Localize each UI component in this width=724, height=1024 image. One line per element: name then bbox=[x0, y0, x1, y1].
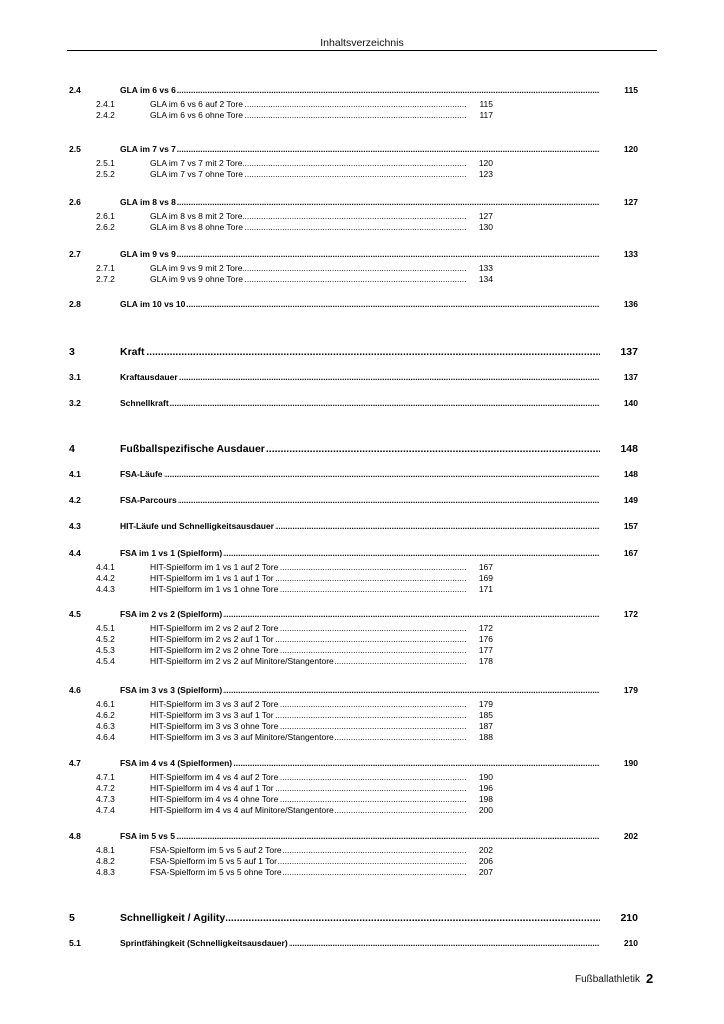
toc-entry-page: 207 bbox=[466, 867, 493, 877]
toc-entry-level-3[interactable] bbox=[0, 793, 724, 804]
toc-entry-title bbox=[150, 169, 476, 179]
toc-entry-title-text: Fußballspezifische Ausdauer bbox=[120, 443, 265, 455]
toc-entry-title-text: HIT-Spielform im 4 vs 4 auf Minitore/Stangentore bbox=[150, 805, 334, 815]
toc-entry-level-3[interactable] bbox=[0, 720, 724, 731]
toc-entry-title bbox=[150, 562, 476, 572]
toc-entry-level-2[interactable] bbox=[0, 298, 724, 309]
toc-entry-title bbox=[120, 758, 624, 768]
toc-entry-page: 149 bbox=[600, 495, 638, 505]
toc-entry-title-text: HIT-Spielform im 1 vs 1 auf 1 Tor bbox=[150, 573, 274, 583]
toc-entry-title bbox=[120, 495, 624, 505]
toc-entry-number: 4.2 bbox=[69, 495, 81, 505]
toc-entry-page: 140 bbox=[600, 398, 638, 408]
toc-entry-title bbox=[120, 144, 624, 154]
toc-entry-title-text: HIT-Spielform im 4 vs 4 ohne Tore bbox=[150, 794, 279, 804]
toc-entry-level-2[interactable] bbox=[0, 248, 724, 259]
toc-entry-page: 117 bbox=[466, 110, 493, 120]
toc-entry-number: 4.7.2 bbox=[96, 783, 115, 793]
toc-entry-title bbox=[150, 274, 476, 284]
toc-entry-level-3[interactable] bbox=[0, 572, 724, 583]
toc-entry-number: 4 bbox=[69, 443, 75, 455]
toc-entry-number: 2.5.2 bbox=[96, 169, 115, 179]
toc-entry-number: 4.7.4 bbox=[96, 805, 115, 815]
toc-entry-number: 2.5.1 bbox=[96, 158, 115, 168]
toc-entry-title-text: Sprintfähingkeit (Schnelligkeitsausdauer) bbox=[120, 938, 288, 948]
toc-entry-level-3[interactable] bbox=[0, 157, 724, 168]
toc-entry-title bbox=[120, 521, 624, 531]
toc-entry-title bbox=[120, 249, 624, 259]
toc-entry-level-2[interactable] bbox=[0, 84, 724, 95]
toc-entry-title-text: HIT-Spielform im 3 vs 3 auf 2 Tore bbox=[150, 699, 279, 709]
toc-entry-number: 4.4 bbox=[69, 548, 81, 558]
footer-book-title: Fußballathletik bbox=[574, 974, 640, 985]
toc-entry-level-3[interactable] bbox=[0, 168, 724, 179]
toc-entry-page: 127 bbox=[466, 211, 493, 221]
toc-entry-level-1[interactable] bbox=[0, 344, 724, 358]
toc-entry-number: 3.2 bbox=[69, 398, 81, 408]
toc-entry-title-text: HIT-Spielform im 2 vs 2 auf 1 Tor bbox=[150, 634, 274, 644]
toc-entry-title bbox=[120, 299, 624, 309]
toc-entry-page: 172 bbox=[466, 623, 493, 633]
toc-entry-title-text: FSA-Parcours bbox=[120, 495, 177, 505]
toc-entry-level-1[interactable] bbox=[0, 910, 724, 924]
toc-entry-title-text: GLA im 8 vs 8 mit 2 Tore bbox=[150, 211, 243, 221]
toc-entry-number: 4.5.3 bbox=[96, 645, 115, 655]
toc-entry-page: 133 bbox=[600, 249, 638, 259]
toc-entry-page: 176 bbox=[466, 634, 493, 644]
toc-entry-page: 198 bbox=[466, 794, 493, 804]
toc-entry-level-2[interactable] bbox=[0, 143, 724, 154]
toc-entry-page: 133 bbox=[466, 263, 493, 273]
toc-entry-level-3[interactable] bbox=[0, 561, 724, 572]
toc-entry-level-3[interactable] bbox=[0, 644, 724, 655]
toc-entry-title bbox=[120, 469, 624, 479]
toc-entry-level-2[interactable] bbox=[0, 520, 724, 531]
toc-entry-title-text: HIT-Spielform im 1 vs 1 auf 2 Tore bbox=[150, 562, 279, 572]
toc-entry-number: 4.8 bbox=[69, 831, 81, 841]
footer-page-number: 2 bbox=[646, 971, 654, 986]
toc-entry-title-text: Kraft bbox=[120, 346, 145, 358]
toc-entry-number: 4.4.1 bbox=[96, 562, 115, 572]
toc-entry-title bbox=[150, 845, 476, 855]
toc-entry-page: 179 bbox=[600, 685, 638, 695]
toc-entry-title bbox=[150, 721, 476, 731]
toc-entry-level-3[interactable] bbox=[0, 709, 724, 720]
toc-entry-title bbox=[120, 197, 624, 207]
toc-entry-page: 188 bbox=[466, 732, 493, 742]
toc-entry-number: 2.7 bbox=[69, 249, 81, 259]
toc-entry-title bbox=[150, 710, 476, 720]
toc-entry-number: 4.5.4 bbox=[96, 656, 115, 666]
toc-entry-title-text: HIT-Spielform im 2 vs 2 auf Minitore/Stangentore bbox=[150, 656, 334, 666]
toc-entry-number: 4.8.2 bbox=[96, 856, 115, 866]
toc-entry-page: 167 bbox=[600, 548, 638, 558]
toc-entry-number: 4.4.3 bbox=[96, 584, 115, 594]
toc-entry-number: 2.5 bbox=[69, 144, 81, 154]
toc-entry-number: 2.4 bbox=[69, 85, 81, 95]
toc-entry-page: 200 bbox=[466, 805, 493, 815]
toc-entry-page: 190 bbox=[600, 758, 638, 768]
toc-entry-number: 5.1 bbox=[69, 938, 81, 948]
toc-entry-page: 210 bbox=[600, 912, 638, 924]
toc-entry-number: 2.6.1 bbox=[96, 211, 115, 221]
toc-entry-title-text: GLA im 9 vs 9 bbox=[120, 249, 176, 259]
toc-entry-number: 2.4.1 bbox=[96, 99, 115, 109]
toc-entry-page: 187 bbox=[466, 721, 493, 731]
toc-entry-number: 3 bbox=[69, 346, 75, 358]
toc-entry-title bbox=[120, 609, 624, 619]
toc-entry-level-2[interactable] bbox=[0, 547, 724, 558]
toc-entry-number: 4.5.1 bbox=[96, 623, 115, 633]
toc-entry-number: 4.8.1 bbox=[96, 845, 115, 855]
toc-entry-page: 177 bbox=[466, 645, 493, 655]
toc-entry-page: 169 bbox=[466, 573, 493, 583]
toc-entry-page: 148 bbox=[600, 469, 638, 479]
toc-entry-title-text: FSA-Läufe bbox=[120, 469, 163, 479]
toc-entry-title bbox=[150, 222, 476, 232]
toc-entry-level-2[interactable] bbox=[0, 397, 724, 408]
toc-entry-number: 5 bbox=[69, 912, 75, 924]
toc-entry-number: 4.6.4 bbox=[96, 732, 115, 742]
toc-entry-title-text: GLA im 7 vs 7 ohne Tore bbox=[150, 169, 243, 179]
toc-entry-number: 4.5.2 bbox=[96, 634, 115, 644]
toc-entry-number: 4.6.2 bbox=[96, 710, 115, 720]
toc-entry-title bbox=[150, 867, 476, 877]
toc-entry-title-text: GLA im 10 vs 10 bbox=[120, 299, 186, 309]
toc-entry-level-3[interactable] bbox=[0, 109, 724, 120]
toc-entry-title bbox=[120, 443, 624, 455]
toc-entry-title bbox=[150, 263, 476, 273]
toc-entry-level-3[interactable] bbox=[0, 221, 724, 232]
toc-entry-level-3[interactable] bbox=[0, 583, 724, 594]
toc-entry-title bbox=[150, 699, 476, 709]
toc-entry-number: 4.7.3 bbox=[96, 794, 115, 804]
toc-entry-level-2[interactable] bbox=[0, 608, 724, 619]
toc-entry-page: 185 bbox=[466, 710, 493, 720]
toc-entry-number: 4.7.1 bbox=[96, 772, 115, 782]
toc-entry-page: 202 bbox=[466, 845, 493, 855]
toc-entry-title bbox=[150, 634, 476, 644]
toc-entry-page: 171 bbox=[466, 584, 493, 594]
toc-entry-title bbox=[150, 656, 476, 666]
toc-entry-page: 115 bbox=[466, 99, 493, 109]
toc-entry-page: 115 bbox=[600, 85, 638, 95]
toc-entry-level-3[interactable] bbox=[0, 210, 724, 221]
toc-entry-level-3[interactable] bbox=[0, 262, 724, 273]
toc-entry-title bbox=[120, 346, 624, 358]
toc-entry-number: 2.7.2 bbox=[96, 274, 115, 284]
toc-entry-title-text: GLA im 7 vs 7 mit 2 Tore bbox=[150, 158, 243, 168]
toc-entry-level-2[interactable] bbox=[0, 196, 724, 207]
toc-entry-title bbox=[120, 398, 624, 408]
toc-entry-number: 4.6.1 bbox=[96, 699, 115, 709]
toc-entry-title-text: HIT-Spielform im 4 vs 4 auf 2 Tore bbox=[150, 772, 279, 782]
toc-entry-page: 127 bbox=[600, 197, 638, 207]
toc-entry-title-text: GLA im 6 vs 6 ohne Tore bbox=[150, 110, 243, 120]
toc-entry-number: 4.1 bbox=[69, 469, 81, 479]
toc-entry-number: 2.7.1 bbox=[96, 263, 115, 273]
toc-entry-number: 2.6 bbox=[69, 197, 81, 207]
toc-entry-title bbox=[150, 158, 476, 168]
toc-entry-title-text: FSA im 3 vs 3 (Spielform) bbox=[120, 685, 223, 695]
toc-entry-level-3[interactable] bbox=[0, 655, 724, 666]
toc-entry-page: 136 bbox=[600, 299, 638, 309]
toc-entry-title-text: FSA im 4 vs 4 (Spielformen) bbox=[120, 758, 233, 768]
toc-entry-title bbox=[120, 938, 624, 948]
toc-entry-title bbox=[150, 211, 476, 221]
toc-entry-title-text: FSA im 2 vs 2 (Spielform) bbox=[120, 609, 223, 619]
toc-entry-title-text: FSA im 5 vs 5 bbox=[120, 831, 175, 841]
toc-entry-title bbox=[120, 912, 624, 924]
toc-entry-page: 167 bbox=[466, 562, 493, 572]
toc-entry-level-3[interactable] bbox=[0, 844, 724, 855]
toc-entry-level-3[interactable] bbox=[0, 633, 724, 644]
toc-entry-title bbox=[150, 645, 476, 655]
toc-entry-level-3[interactable] bbox=[0, 273, 724, 284]
toc-entry-title-text: HIT-Spielform im 3 vs 3 auf Minitore/Stangentore bbox=[150, 732, 334, 742]
toc-entry-number: 4.7 bbox=[69, 758, 81, 768]
toc-entry-page: 202 bbox=[600, 831, 638, 841]
toc-entry-page: 123 bbox=[466, 169, 493, 179]
toc-entry-level-2[interactable] bbox=[0, 830, 724, 841]
toc-entry-title-text: HIT-Spielform im 4 vs 4 auf 1 Tor bbox=[150, 783, 274, 793]
toc-entry-level-3[interactable] bbox=[0, 771, 724, 782]
toc-entry-title bbox=[120, 372, 624, 382]
toc-entry-title-text: GLA im 8 vs 8 bbox=[120, 197, 176, 207]
toc-entry-title bbox=[150, 573, 476, 583]
toc-entry-level-3[interactable] bbox=[0, 698, 724, 709]
toc-entry-level-3[interactable] bbox=[0, 782, 724, 793]
toc-entry-page: 120 bbox=[600, 144, 638, 154]
toc-entry-title-text: GLA im 9 vs 9 mit 2 Tore bbox=[150, 263, 243, 273]
toc-entry-number: 4.6 bbox=[69, 685, 81, 695]
toc-entry-page: 130 bbox=[466, 222, 493, 232]
toc-entry-title-text: HIT-Spielform im 2 vs 2 ohne Tore bbox=[150, 645, 279, 655]
toc-entry-number: 4.3 bbox=[69, 521, 81, 531]
toc-entry-level-2[interactable] bbox=[0, 494, 724, 505]
toc-entry-level-3[interactable] bbox=[0, 804, 724, 815]
toc-entry-title-text: HIT-Spielform im 2 vs 2 auf 2 Tore bbox=[150, 623, 279, 633]
toc-entry-title-text: GLA im 6 vs 6 bbox=[120, 85, 176, 95]
toc-entry-title-text: FSA-Spielform im 5 vs 5 auf 1 Tor bbox=[150, 856, 277, 866]
toc-entry-level-1[interactable] bbox=[0, 441, 724, 455]
toc-entry-level-3[interactable] bbox=[0, 855, 724, 866]
toc-entry-level-3[interactable] bbox=[0, 622, 724, 633]
toc-entry-page: 134 bbox=[466, 274, 493, 284]
toc-entry-number: 2.4.2 bbox=[96, 110, 115, 120]
toc-entry-page: 179 bbox=[466, 699, 493, 709]
toc-entry-title bbox=[150, 623, 476, 633]
toc-entry-page: 206 bbox=[466, 856, 493, 866]
toc-entry-level-2[interactable] bbox=[0, 468, 724, 479]
toc-entry-page: 157 bbox=[600, 521, 638, 531]
running-header: Inhaltsverzeichnis bbox=[320, 37, 404, 49]
toc-entry-title-text: GLA im 9 vs 9 ohne Tore bbox=[150, 274, 243, 284]
toc-entry-page: 137 bbox=[600, 346, 638, 358]
toc-entry-number: 2.8 bbox=[69, 299, 81, 309]
toc-entry-title-text: HIT-Spielform im 1 vs 1 ohne Tore bbox=[150, 584, 279, 594]
toc-entry-page: 190 bbox=[466, 772, 493, 782]
toc-entry-page: 196 bbox=[466, 783, 493, 793]
toc-entry-title bbox=[150, 110, 476, 120]
toc-entry-title-text: FSA im 1 vs 1 (Spielform) bbox=[120, 548, 223, 558]
toc-entry-number: 4.8.3 bbox=[96, 867, 115, 877]
toc-entry-level-2[interactable] bbox=[0, 937, 724, 948]
toc-entry-title-text: Schnellkraft bbox=[120, 398, 169, 408]
toc-entry-page: 120 bbox=[466, 158, 493, 168]
toc-entry-title bbox=[150, 99, 476, 109]
toc-entry-title bbox=[150, 783, 476, 793]
toc-entry-number: 2.6.2 bbox=[96, 222, 115, 232]
toc-entry-level-3[interactable] bbox=[0, 866, 724, 877]
toc-entry-number: 3.1 bbox=[69, 372, 81, 382]
toc-entry-title-text: GLA im 8 vs 8 ohne Tore bbox=[150, 222, 243, 232]
toc-entry-title bbox=[150, 772, 476, 782]
toc-entry-title-text: GLA im 7 vs 7 bbox=[120, 144, 176, 154]
toc-entry-number: 4.6.3 bbox=[96, 721, 115, 731]
toc-entry-title-text: FSA-Spielform im 5 vs 5 ohne Tore bbox=[150, 867, 282, 877]
toc-entry-page: 148 bbox=[600, 443, 638, 455]
toc-entry-title-text: HIT-Läufe und Schnelligkeitsausdauer bbox=[120, 521, 274, 531]
toc-entry-title-text: Kraftausdauer bbox=[120, 372, 178, 382]
toc-entry-level-2[interactable] bbox=[0, 371, 724, 382]
toc-entry-level-2[interactable] bbox=[0, 757, 724, 768]
toc-entry-number: 4.4.2 bbox=[96, 573, 115, 583]
toc-entry-title-text: Schnelligkeit / Agility bbox=[120, 912, 226, 924]
toc-entry-title-text: GLA im 6 vs 6 auf 2 Tore bbox=[150, 99, 243, 109]
toc-entry-title bbox=[150, 794, 476, 804]
toc-entry-title bbox=[120, 85, 624, 95]
toc-entry-page: 172 bbox=[600, 609, 638, 619]
toc-entry-title bbox=[120, 831, 624, 841]
toc-entry-page: 137 bbox=[600, 372, 638, 382]
toc-entry-title-text: HIT-Spielform im 3 vs 3 ohne Tore bbox=[150, 721, 279, 731]
toc-entry-title bbox=[150, 732, 476, 742]
toc-entry-title bbox=[150, 584, 476, 594]
toc-entry-page: 178 bbox=[466, 656, 493, 666]
toc-entry-level-3[interactable] bbox=[0, 98, 724, 109]
toc-entry-level-2[interactable] bbox=[0, 684, 724, 695]
toc-entry-title bbox=[150, 856, 476, 866]
toc-entry-title bbox=[120, 685, 624, 695]
toc-entry-title bbox=[150, 805, 476, 815]
toc-entry-number: 4.5 bbox=[69, 609, 81, 619]
toc-entry-title-text: HIT-Spielform im 3 vs 3 auf 1 Tor bbox=[150, 710, 274, 720]
toc-entry-page: 210 bbox=[600, 938, 638, 948]
toc-entry-title bbox=[120, 548, 624, 558]
toc-entry-level-3[interactable] bbox=[0, 731, 724, 742]
toc-entry-title-text: FSA-Spielform im 5 vs 5 auf 2 Tore bbox=[150, 845, 282, 855]
